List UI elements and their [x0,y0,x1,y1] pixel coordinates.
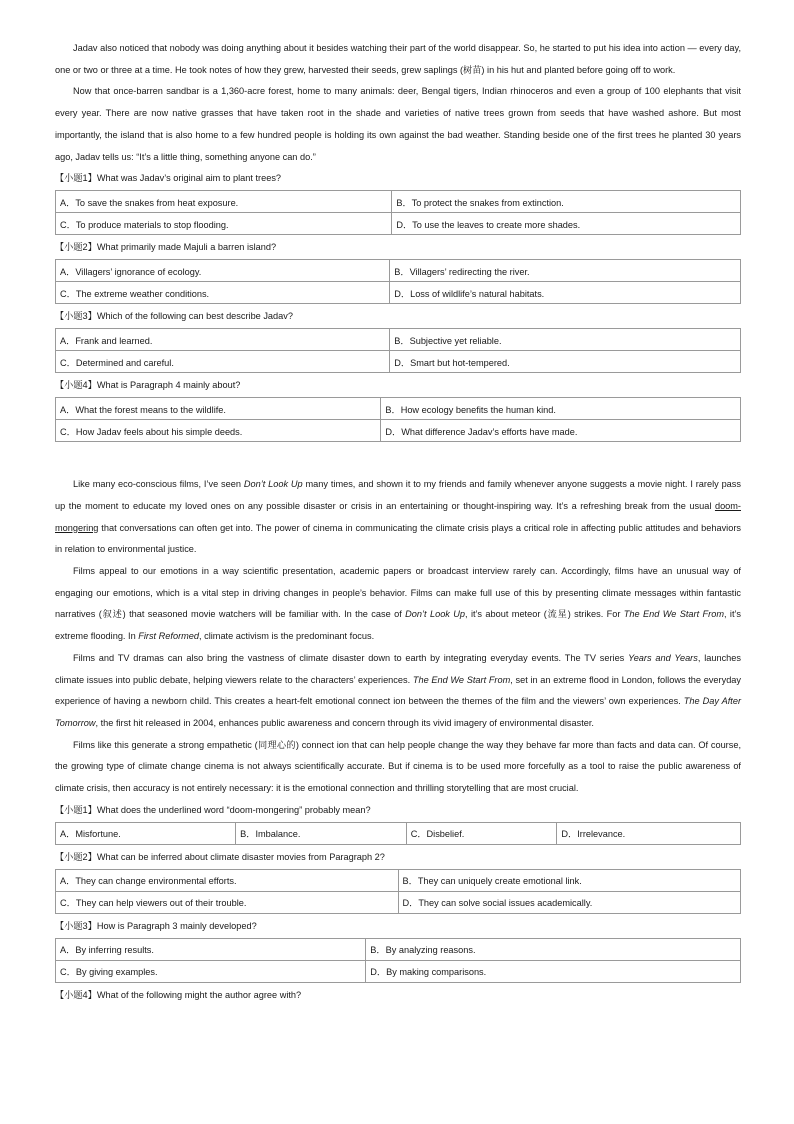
option-c[interactable]: C．Determined and careful. [56,351,390,373]
document-page [55,38,741,1006]
options-table [55,938,741,983]
question-stem: 【小题2】What primarily made Majuli a barren island? [55,242,277,253]
film-title: The End We Start From [623,609,724,620]
question-stem: 【小题3】How is Paragraph 3 mainly developed? [55,920,257,931]
option-a[interactable]: A．By inferring results. [56,938,366,960]
option-c[interactable]: C．They can help viewers out of their trouble. [56,891,399,913]
options-table [55,190,741,235]
option-d[interactable]: D．They can solve social issues academically. [398,891,741,913]
question-stem: 【小题2】What can be inferred about climate disaster movies from Paragraph 2? [55,851,385,862]
option-b[interactable]: B．To protect the snakes from extinction. [392,191,741,213]
option-c[interactable]: C．Disbelief. [406,822,557,844]
underlined-word: doom-mongering [55,500,741,533]
option-d[interactable]: D．Smart but hot-tempered. [390,351,741,373]
option-a[interactable]: A．They can change environmental efforts. [56,869,399,891]
option-d[interactable]: D．Irrelevance. [557,822,741,844]
options-table [55,259,741,304]
passage1-paragraph: Now that once-barren sandbar is a 1,360-acre forest, home to many animals: deer, Bengal tigers, Indian rhinoceros and even a group of 100 elephants that visit every year. There are now native grasses that have taken root in the shade and varieties of native trees grown from seeds that have washed ashore. But most importantly, the island that is also home to a few hundred people is holding its own against the bad weather. Standing beside one of the first trees he planted 30 years ago, Jadav tells us: “It’s a little thing, something anyone can do.” [55,86,741,162]
film-title: First Reformed [138,631,200,642]
option-a[interactable]: A．Misfortune. [56,822,236,844]
option-a[interactable]: A．Frank and learned. [56,329,390,351]
film-title: Don’t Look Up [405,609,466,620]
question-stem: 【小题1】What was Jadav’s original aim to plant trees? [55,173,282,184]
passage2-paragraph-4: Films like this generate a strong empathetic (同理心的) connect ion that can help people change the way they behave far more than facts and data can. Of course, the growing type of climate change cinema is not always scientifically accurate. But if cinema is to be used more forcefully as a tool to raise the public awareness of climate crisis, then accuracy is not entirely necessary: it is the emotional connection and thrilling storytelling that are most crucial. [55,739,741,794]
option-d[interactable]: D．What difference Jadav’s efforts have made. [381,420,741,442]
option-a[interactable]: A．What the forest means to the wildlife. [56,398,381,420]
option-c[interactable]: C．By giving examples. [56,960,366,982]
option-d[interactable]: D．Loss of wildlife’s natural habitats. [390,282,741,304]
film-title: The End We Start From [412,674,511,685]
film-title: Years and Years [628,652,698,663]
passage1-paragraph: Jadav also noticed that nobody was doing anything about it besides watching their part of the world disappear. So, he started to put his idea into action — every day, one or two or three at a time. He took notes of how they grew, harvested their seeds, grew saplings (树苗) in his hut and planted before going off to work. [55,43,741,75]
options-table [55,869,741,914]
question-stem: 【小题4】What is Paragraph 4 mainly about? [55,380,241,391]
option-b[interactable]: B．How ecology benefits the human kind. [381,398,741,420]
option-b[interactable]: B．Villagers’ redirecting the river. [390,260,741,282]
option-d[interactable]: D．To use the leaves to create more shades. [392,213,741,235]
option-a[interactable]: A．To save the snakes from heat exposure. [56,191,392,213]
options-table [55,822,741,845]
option-c[interactable]: C．The extreme weather conditions. [56,282,390,304]
option-c[interactable]: C．How Jadav feels about his simple deeds. [56,420,381,442]
question-stem: 【小题4】What of the following might the author agree with? [55,989,302,1000]
options-table [55,328,741,373]
option-b[interactable]: B．Imbalance. [236,822,407,844]
passage2-paragraph-2: Films appeal to our emotions in a way scientific presentation, academic papers or broadcast interview rarely can. Accordingly, films have an unusual way of engaging our emotions, which is a vital step in driving changes in people’s behavior. Films can make full use of this by presenting climate messages within fantastic narratives (叙述) that seasoned movie watchers will be familiar with. In the case of Don’t Look Up, it’s about meteor (流星) strikes. For The End We Start From, it’s extreme flooding. In First Reformed, climate activism is the predominant focus. [55,566,741,642]
options-table [55,397,741,442]
option-b[interactable]: B．By analyzing reasons. [366,938,741,960]
question-stem: 【小题1】What does the underlined word “doom-mongering” probably mean? [55,804,371,815]
option-c[interactable]: C．To produce materials to stop flooding. [56,213,392,235]
option-a[interactable]: A．Villagers’ ignorance of ecology. [56,260,390,282]
option-b[interactable]: B．Subjective yet reliable. [390,329,741,351]
option-b[interactable]: B．They can uniquely create emotional link. [398,869,741,891]
film-title: Don’t Look Up [243,479,303,490]
passage2-paragraph-3: Films and TV dramas can also bring the vastness of climate disaster down to earth by integrating everyday events. The TV series Years and Years, launches climate issues into public debate, helping viewers relate to the characters’ experiences. The End We Start From, set in an extreme flood in London, follows the everyday experience of having a newborn child. This creates a heart-felt emotional connect ion between the themes of the film and the viewers’ own experiences. The Day After Tomorrow, the first hit released in 2004, enhances public awareness and concern through its vivid imagery of environmental disaster. [55,652,742,728]
passage2-paragraph-1: Like many eco-conscious films, I’ve seen Don’t Look Up many times, and shown it to my friends and family whenever anyone suggests a movie night. I rarely pass up the moment to educate my loved ones on any possible disaster or crisis in an entertaining or thought-inspiring way. It’s a refreshing break from the usual doom-mongering that conversations can often get into. The power of cinema in communicating the climate crisis plays a critical role in affecting public attitudes and behaviors in relation to environmental justice. [55,479,741,555]
film-title: The Day After Tomorrow [55,696,742,728]
option-d[interactable]: D．By making comparisons. [366,960,741,982]
question-stem: 【小题3】Which of the following can best describe Jadav? [55,311,293,322]
